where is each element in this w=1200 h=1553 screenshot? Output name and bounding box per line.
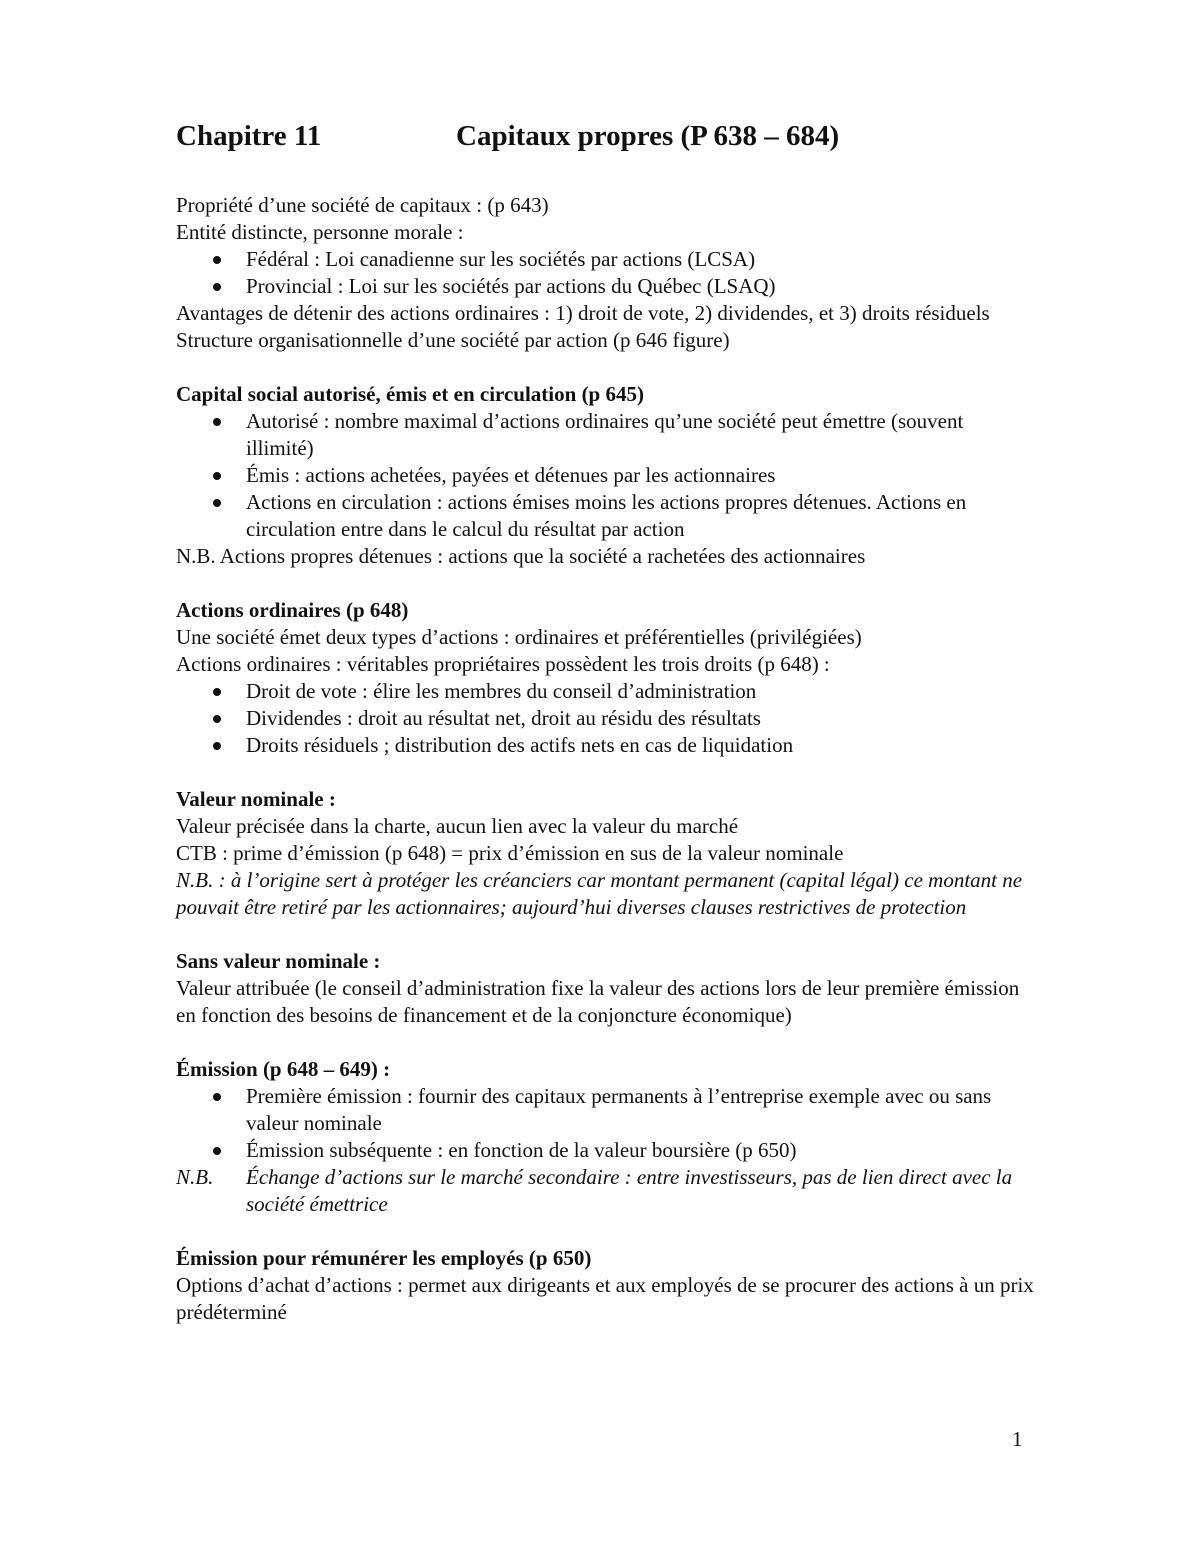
note-line: N.B. Actions propres détenues : actions que la société a rachetées des actionnaires (176, 544, 866, 568)
body-line: Une société émet deux types d’actions : ordinaires et préférentielles (privilégiées) (176, 625, 862, 649)
section-employes (176, 1245, 1036, 1326)
list-item: Droits résiduels ; distribution des actifs nets en cas de liquidation (176, 732, 1036, 759)
bullet-icon (213, 283, 221, 291)
intro-bullet-list (176, 246, 1036, 300)
note-label: N.B. (176, 1165, 214, 1189)
bullet-icon (213, 1093, 221, 1101)
bullet-icon (213, 472, 221, 480)
list-item: Droit de vote : élire les membres du conseil d’administration (176, 678, 1036, 705)
page-number: 1 (1012, 1427, 1023, 1451)
section-heading: Actions ordinaires (p 648) (176, 598, 409, 622)
bullet-icon (213, 742, 221, 750)
chapter-subject: Capitaux propres (P 638 – 684) (456, 120, 840, 152)
section-heading: Émission (p 648 – 649) : (176, 1057, 391, 1081)
capital-bullet-list (176, 408, 1036, 543)
intro-line: Entité distincte, personne morale : (176, 220, 464, 244)
page-title (176, 116, 1036, 156)
section-ordinaires (176, 597, 1036, 759)
list-item: Actions en circulation : actions émises moins les actions propres détenues. Actions en circulation entre dans le calcul du résultat par action (176, 489, 1036, 543)
document-page (176, 116, 1036, 1326)
note-line: N.B. : à l’origine sert à protéger les créanciers car montant permanent (capital légal) ce montant ne pouvait être retiré par les actionnaires; aujourd’hui diverses clauses restrictives de protection (176, 868, 1023, 919)
body-line: Valeur attribuée (le conseil d’administration fixe la valeur des actions lors de leur première émission en fonction des besoins de financement et de la conjoncture économique) (176, 976, 1020, 1027)
section-capital (176, 381, 1036, 570)
intro-line: Propriété d’une société de capitaux : (p 643) (176, 193, 549, 217)
body-line: Actions ordinaires : véritables propriétaires possèdent les trois droits (p 648) : (176, 652, 830, 676)
chapter-number: Chapitre 11 (176, 120, 322, 152)
section-intro (176, 192, 1036, 354)
list-item: Émis : actions achetées, payées et détenues par les actionnaires (176, 462, 1036, 489)
bullet-icon (213, 418, 221, 426)
section-valeur-nominale (176, 786, 1036, 921)
note-text: Échange d’actions sur le marché secondaire : entre investisseurs, pas de lien direct avec la société émettrice (246, 1165, 1013, 1216)
ordinaires-bullet-list (176, 678, 1036, 759)
section-heading: Sans valeur nominale : (176, 949, 381, 973)
section-heading: Capital social autorisé, émis et en circulation (p 645) (176, 382, 644, 406)
section-emission (176, 1056, 1036, 1218)
list-item: Première émission : fournir des capitaux permanents à l’entreprise exemple avec ou sans valeur nominale (176, 1083, 1036, 1137)
list-item: Émission subséquente : en fonction de la valeur boursière (p 650) (176, 1137, 1036, 1164)
bullet-icon (213, 499, 221, 507)
bullet-icon (213, 256, 221, 264)
note-line (176, 1164, 1036, 1218)
list-item: Fédéral : Loi canadienne sur les sociétés par actions (LCSA) (176, 246, 1036, 273)
bullet-icon (213, 715, 221, 723)
list-item: Dividendes : droit au résultat net, droit au résidu des résultats (176, 705, 1036, 732)
body-line: CTB : prime d’émission (p 648) = prix d’émission en sus de la valeur nominale (176, 841, 844, 865)
list-item: Provincial : Loi sur les sociétés par actions du Québec (LSAQ) (176, 273, 1036, 300)
section-sans-valeur-nominale (176, 948, 1036, 1029)
body-line: Options d’achat d’actions : permet aux dirigeants et aux employés de se procurer des actions à un prix prédéterminé (176, 1273, 1034, 1324)
section-heading: Valeur nominale : (176, 787, 336, 811)
list-item: Autorisé : nombre maximal d’actions ordinaires qu’une société peut émettre (souvent illimité) (176, 408, 1036, 462)
intro-line: Structure organisationnelle d’une société par action (p 646 figure) (176, 328, 730, 352)
section-heading: Émission pour rémunérer les employés (p 650) (176, 1246, 592, 1270)
intro-line: Avantages de détenir des actions ordinaires : 1) droit de vote, 2) dividendes, et 3) droits résiduels (176, 301, 990, 325)
bullet-icon (213, 1147, 221, 1155)
bullet-icon (213, 688, 221, 696)
body-line: Valeur précisée dans la charte, aucun lien avec la valeur du marché (176, 814, 739, 838)
emission-bullet-list (176, 1083, 1036, 1164)
